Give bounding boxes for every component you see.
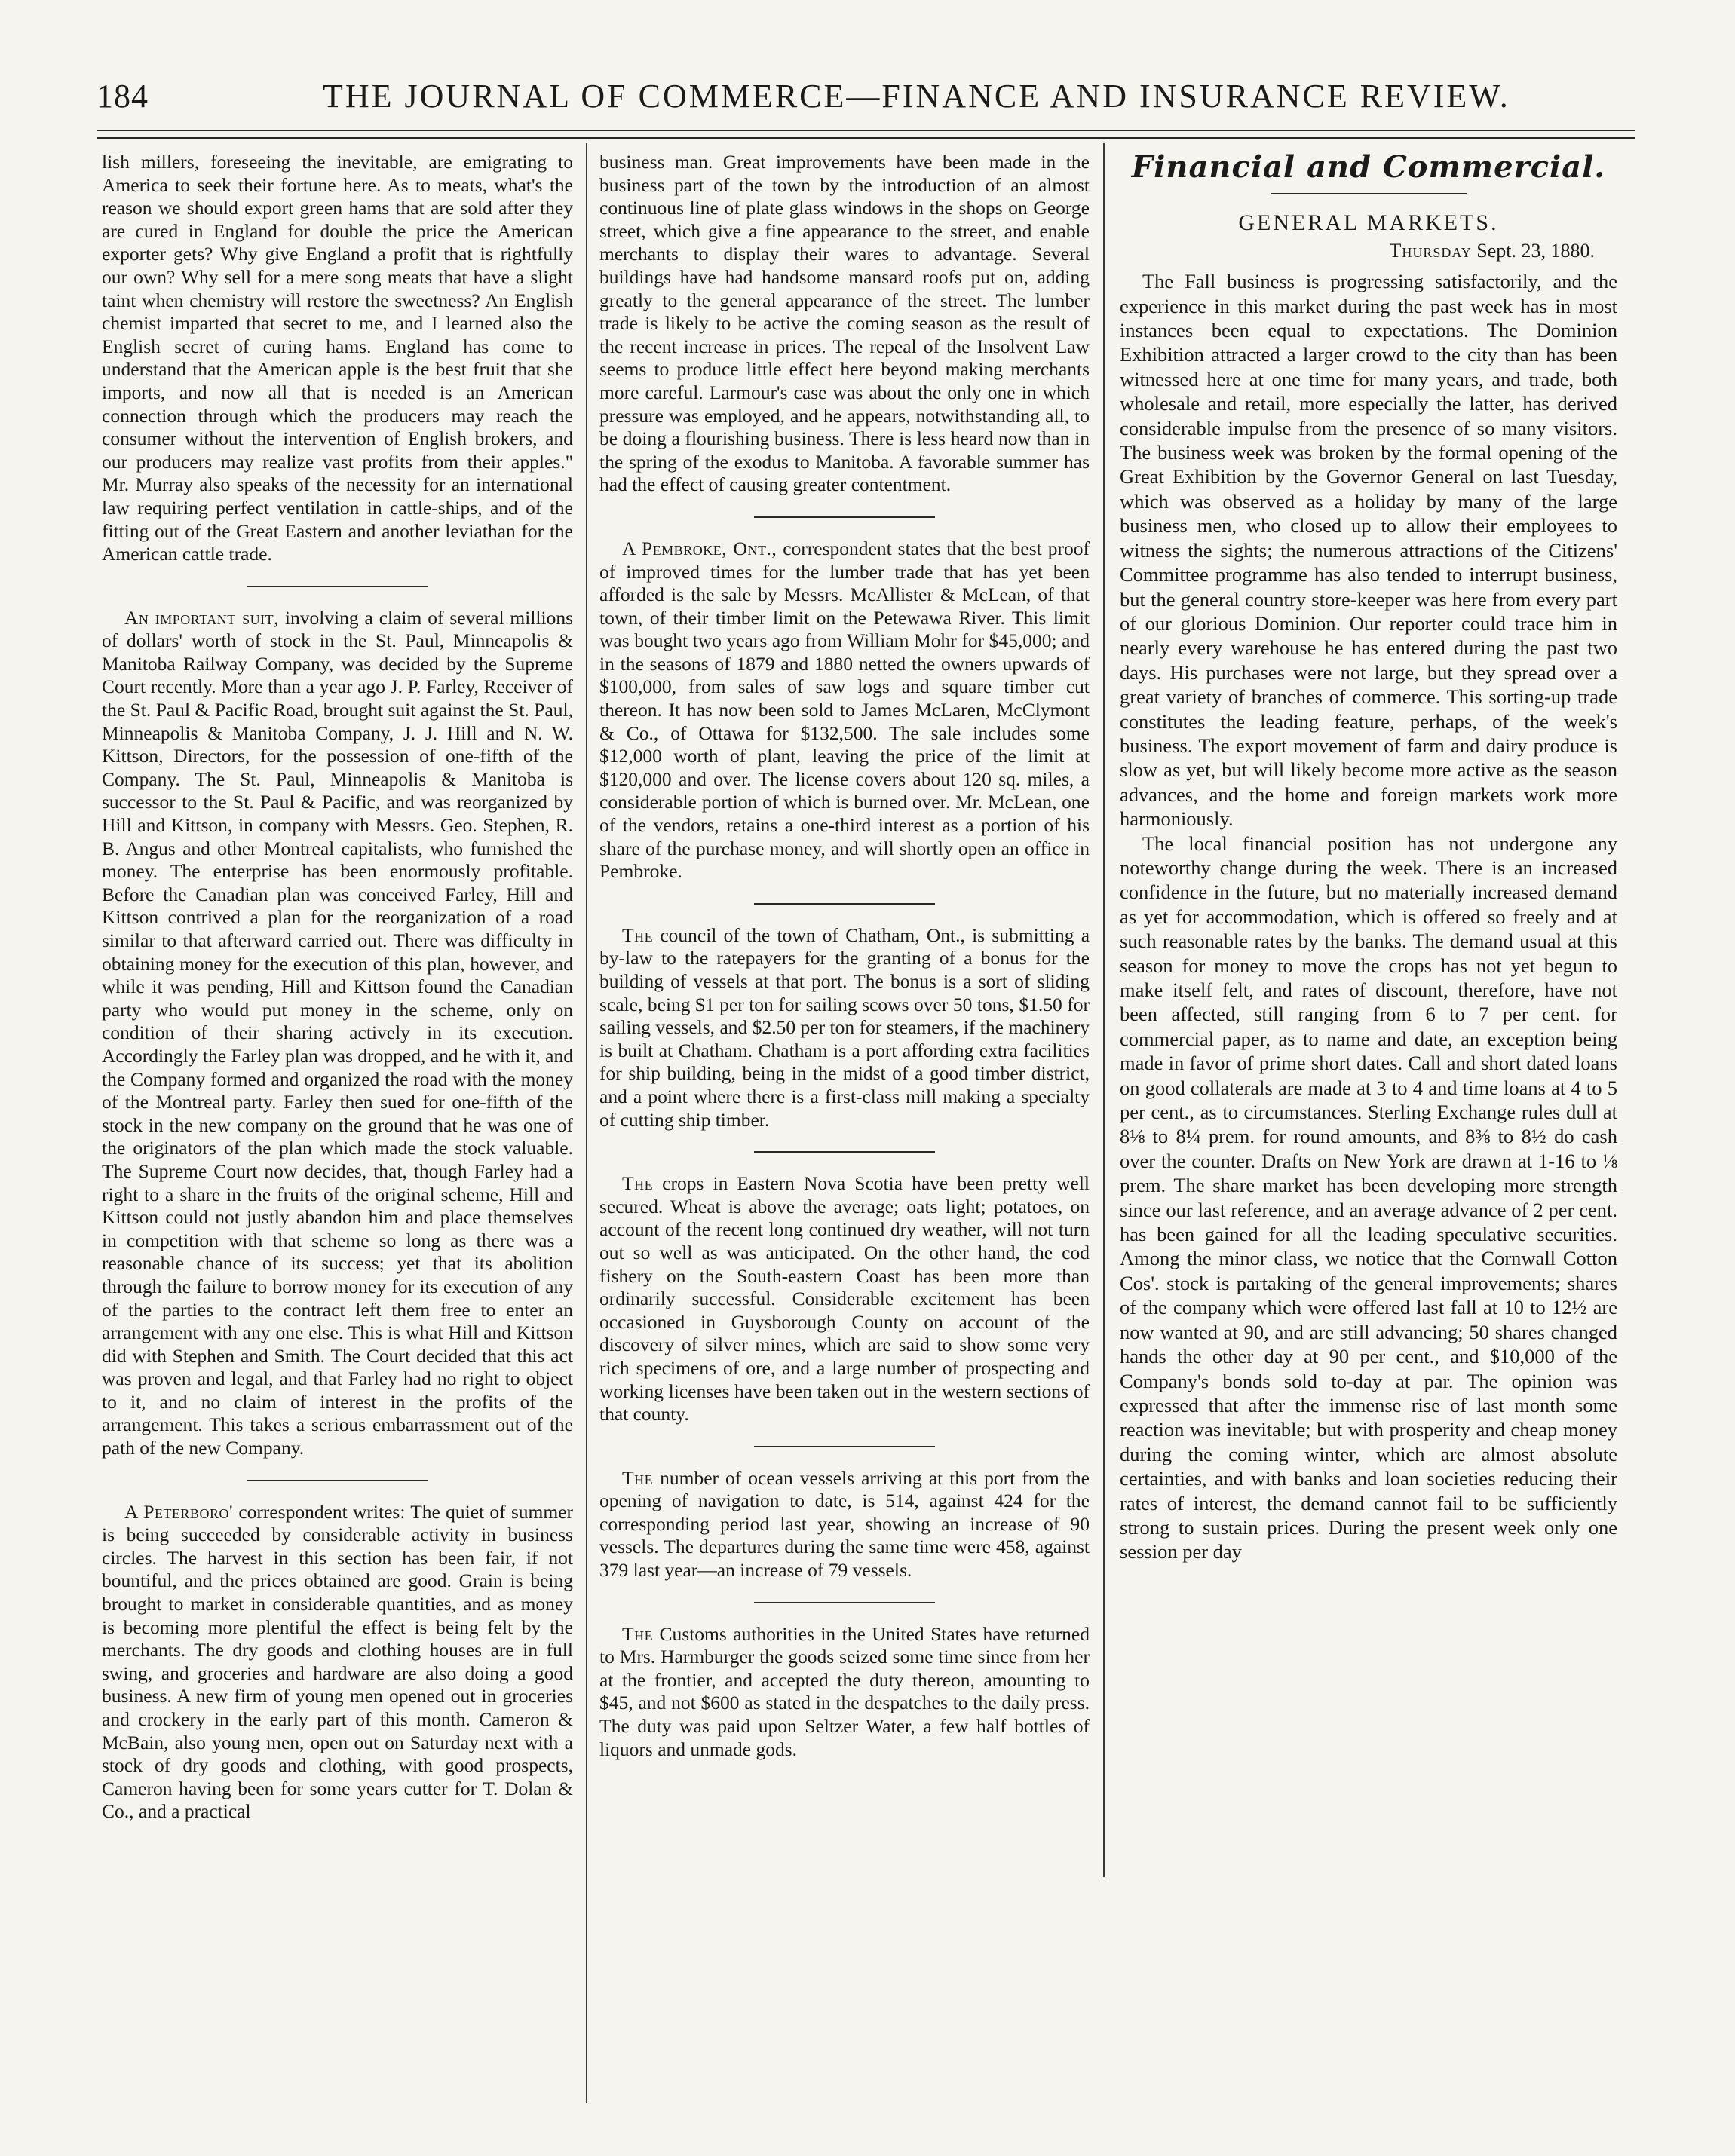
masthead-rule [97,130,1635,139]
article-separator [754,903,935,905]
article-paragraph: lish millers, foreseeing the inevitable, are emigrating to America to seek their fortune here. As to meats, what's the reason we should export green hams that are sold after they are cured in England for double the price the American exporter gets? Why give England a profit that is rightfully our own? Why sell for a mere song meats that have a slight taint when chemistry will restore the sweetness? An English chemist imparted that secret to me, and I learned also the English secret of curing hams. England has come to understand that the American apple is the best fruit that she imports, and now all that is needed is an American connection through which the producers may reach the consumer without the intervention of English brokers, and our producers may realize vast profits from their apples." Mr. Murray also speaks of the necessity for an international law requiring perfect ventilation in cattle-ships, and of the fitting out of the Great Eastern and another leviathan for the American cattle trade. [102,151,573,565]
page-number: 184 [97,78,149,115]
lead-words: A Peterboro' [124,1500,234,1523]
article-paragraph: The Fall business is progressing satisfactorily, and the experience in this market during the past week has in most instances been equal to expectations. The Dominion Exhibition attracted a larger crowd to the city than has been witnessed here at one time for many years, and trade, both wholesale and retail, more especially the latter, has derived considerable impulse from the presence of so many visitors. The business week was broken by the formal opening of the Great Exhibition by the Governor General on last Tuesday, which was observed as a holiday by many of the large business men, who closed up to allow their employees to witness the sights; the numerous attractions of the Citizens' Committee programme has also tended to interrupt business, but the general country store-keeper was here from every part of our glorious Dominion. Our reporter could trace him in nearly every warehouse he has entered during the past two days. His purchases were not large, but they spread over a great variety of branches of commerce. This sorting-up trade constitutes the leading feature, perhaps, of the week's business. The export movement of farm and dairy produce is slow as yet, but will likely become more active as the season advances, and the home and foreign markets work more harmoniously. [1120,270,1617,831]
article-paragraph [599,537,1090,884]
article-separator [754,1446,935,1447]
article-paragraph [599,924,1090,1132]
lead-words: The [622,923,654,946]
article-paragraph [102,1501,573,1824]
column-divider-right [1103,143,1105,1877]
article-text: council of the town of Chatham, Ont., is submitting a by-law to the ratepayers for the granting of a bonus for the building of vessels at that port. The bonus is a sort of sliding scale, being $1 per ton for sailing scows over 50 tons, $1.50 for sailing vessels, and $2.50 per ton for steamers, if the machinery is built at Chatham. Chatham is a port affording extra facilities for ship building, being in the midst of a good timber district, and a point where there is a first-class mill making a specialty of cutting ship timber. [599,923,1090,1131]
column-middle [599,151,1090,2111]
subhead: GENERAL MARKETS. [1238,210,1499,236]
lead-words: A Pembroke, Ont., [622,537,777,559]
journal-title: THE JOURNAL OF COMMERCE—FINANCE AND INSURANCE REVIEW. [323,78,1510,115]
article-separator [754,1602,935,1603]
article-paragraph [599,1467,1090,1582]
section-title-rule [1271,193,1467,194]
lead-words: The [622,1622,654,1645]
article-text: correspondent states that the best proof of improved times for the lumber trade that has yet been afforded is the sale by Messrs. McAllister & McLean, of that town, of their timber limit on the Petewawa River. This limit was bought two years ago from William Mohr for $45,000; and in the seasons of 1879 and 1880 netted the owners upwards of $100,000, from sales of saw logs and square timber cut thereon. It has now been sold to James McLaren, McClymont & Co., of Ottawa for $132,500. The sale includes some $12,000 worth of plant, leaving the price of the limit at $120,000 and over. The license covers about 120 sq. miles, a considerable portion of which is burned over. Mr. McLean, one of the vendors, retains a one-third interest as a portion of his share of the purchase money, and will shortly open an office in Pembroke. [599,537,1090,883]
article-paragraph: The local financial position has not undergone any noteworthy change during the week. There is an increased confidence in the future, but no materially increased demand as yet for accommodation, which is offered so freely and at such reasonable rates by the banks. The demand usual at this season for money to move the crops has not yet begun to make itself felt, and rates of discount, therefore, have not been affected, still ranging from 6 to 7 per cent. for commercial paper, as to name and date, an exception being made in favor of prime short dates. Call and short dated loans on good collaterals are made at 3 to 4 and time loans at 4 to 5 per cent., as to circumstances. Sterling Exchange rules dull at 8⅛ to 8¼ prem. for round amounts, and 8⅜ to 8½ do cash over the counter. Drafts on New York are drawn at 1-16 to ⅛ prem. The share market has been developing more strength since our last reference, and an average advance of 2 per cent. has been gained for all the leading speculative securities. Among the minor class, we notice that the Cornwall Cotton Cos'. stock is partaking of the general improvements; shares of the company which were offered last fall at 10 to 12½ are now wanted at 90, and are still advancing; 50 shares changed hands the other day at 90 per cent., and $10,000 of the Company's bonds sold to-day at par. The opinion was expressed that after the immense rise of last month some reaction was inevitable; but with prosperity and cheap money during the coming winter, which are almost absolute certainties, and with banks and loan societies reducing their rates of interest, the demand cannot fail to be sufficiently strong to sustain prices. During the present week only one session per day [1120,831,1617,1563]
dateline-date: Sept. 23, 1880. [1476,239,1595,262]
article-text: correspondent writes: The quiet of summer is being succeeded by considerable activity in business circles. The harvest in this section has been fair, if not bountiful, and the prices obtained are good. Grain is being brought to market in considerable quantities, and as money is becoming more plentiful the effect is being felt by the merchants. The dry goods and clothing houses are in full swing, and groceries and hardware are also doing a good business. A new firm of young men opened out in groceries and crockery in the early part of this month. Cameron & McBain, also young men, open out on Saturday next with a stock of dry goods and clothing, with good prospects, Cameron having been for some years cutter for T. Dolan & Co., and a practical [102,1500,573,1823]
article-paragraph: business man. Great improvements have been made in the business part of the town by the introduction of an almost continuous line of plate glass windows in the shops on George street, which give a fine appearance to the street, and enable merchants to display their wares to advantage. Several buildings have had handsome mansard roofs put on, adding greatly to the general appearance of the street. The lumber trade is likely to be active the coming season as the result of the recent increase in prices. The repeal of the Insolvent Law seems to produce little effect here beyond making merchants more careful. Larmour's case was about the only one in which pressure was employed, and he appears, notwithstanding all, to be doing a flourishing business. There is less heard now than in the spring of the exodus to Manitoba. A favorable summer has had the effect of causing greater contentment. [599,151,1090,496]
masthead [97,69,1635,130]
article-text: crops in Eastern Nova Scotia have been pretty well secured. Wheat is above the average; oats light; potatoes, on account of the recent long continued dry weather, will not turn out so well as was anticipated. On the other hand, the cod fishery on the South-eastern Coast has been more than ordinarily successful. Considerable excitement has been occasioned in Guysborough County on account of the discovery of silver mines, which are said to show some very rich specimens of ore, and a large number of prospecting and working licenses have been taken out in the western sections of that county. [599,1172,1090,1426]
article-separator [754,1151,935,1153]
dateline [1120,239,1617,263]
lead-words: An important suit, [124,606,280,629]
lead-words: The [622,1466,654,1489]
article-separator [754,516,935,518]
article-separator [247,586,428,587]
column-divider-left [586,143,587,2103]
lead-words: The [622,1172,654,1195]
article-separator [247,1480,428,1481]
article-text: involving a claim of several millions of dollars' worth of stock in the St. Paul, Minneapolis & Manitoba Railway Company, was decided by the Supreme Court recently. More than a year ago J. P. Farley, Receiver of the St. Paul & Pacific Road, brought suit against the St. Paul, Minneapolis & Manitoba Company, J. J. Hill and N. W. Kittson, Directors, for the possession of one-fifth of the Company. The St. Paul, Minneapolis & Manitoba is successor to the St. Paul & Pacific, and was reorganized by Hill and Kittson, in company with Messrs. Geo. Stephen, R. B. Angus and other Montreal capitalists, who furnished the money. The enterprise has been enormously profitable. Before the Canadian plan was conceived Farley, Hill and Kittson contrived a plan for the reorganization of a road similar to that afterward carried out. There was difficulty in obtaining money for the execution of this plan, however, and while it was pending, Hill and Kittson found the Canadian party who would put money in the scheme, only on condition of their sharing actively in its execution. Accordingly the Farley plan was dropped, and he with it, and the Company formed and organized the road with the money of the Montreal party. Farley then sued for one-fifth of the stock in the new company on the ground that he was one of the originators of the plan which made the stock valuable. The Supreme Court now decides, that, though Farley had a right to a share in the fruits of the original scheme, Hill and Kittson could not justly abandon him and place themselves in competition with that scheme so long as there was a reasonable chance of its success; yet that its abolition through the failure to borrow money for its execution of any of the parties to the contract left them free to enter an arrangement with any one else. This is what Hill and Kittson did with Stephen and Smith. The Court decided that this act was proven and legal, and that Farley had no right to object to it, and no claim of interest in the profits of the arrangement. This takes a serious embarrassment out of the path of the new Company. [102,606,573,1459]
article-paragraph [599,1623,1090,1762]
dateline-day: Thursday [1389,239,1472,262]
article-paragraph [599,1172,1090,1426]
column-left [102,151,573,2111]
article-text: number of ocean vessels arriving at this port from the opening of navigation to date, is 514, against 424 for the corresponding period last year, showing an increase of 90 vessels. The departures during the same time were 458, against 379 last year—an increase of 79 vessels. [599,1466,1090,1582]
column-right [1120,151,1617,2111]
article-text: Customs authorities in the United States have returned to Mrs. Harmburger the goods seized some time since from her at the frontier, and accepted the duty thereon, amounting to $45, and not $600 as stated in the despatches to the daily press. The duty was paid upon Seltzer Water, a few half bottles of liquors and unmade gods. [599,1622,1090,1760]
section-title: Financial and Commercial. [1131,151,1606,185]
article-paragraph [102,607,573,1460]
